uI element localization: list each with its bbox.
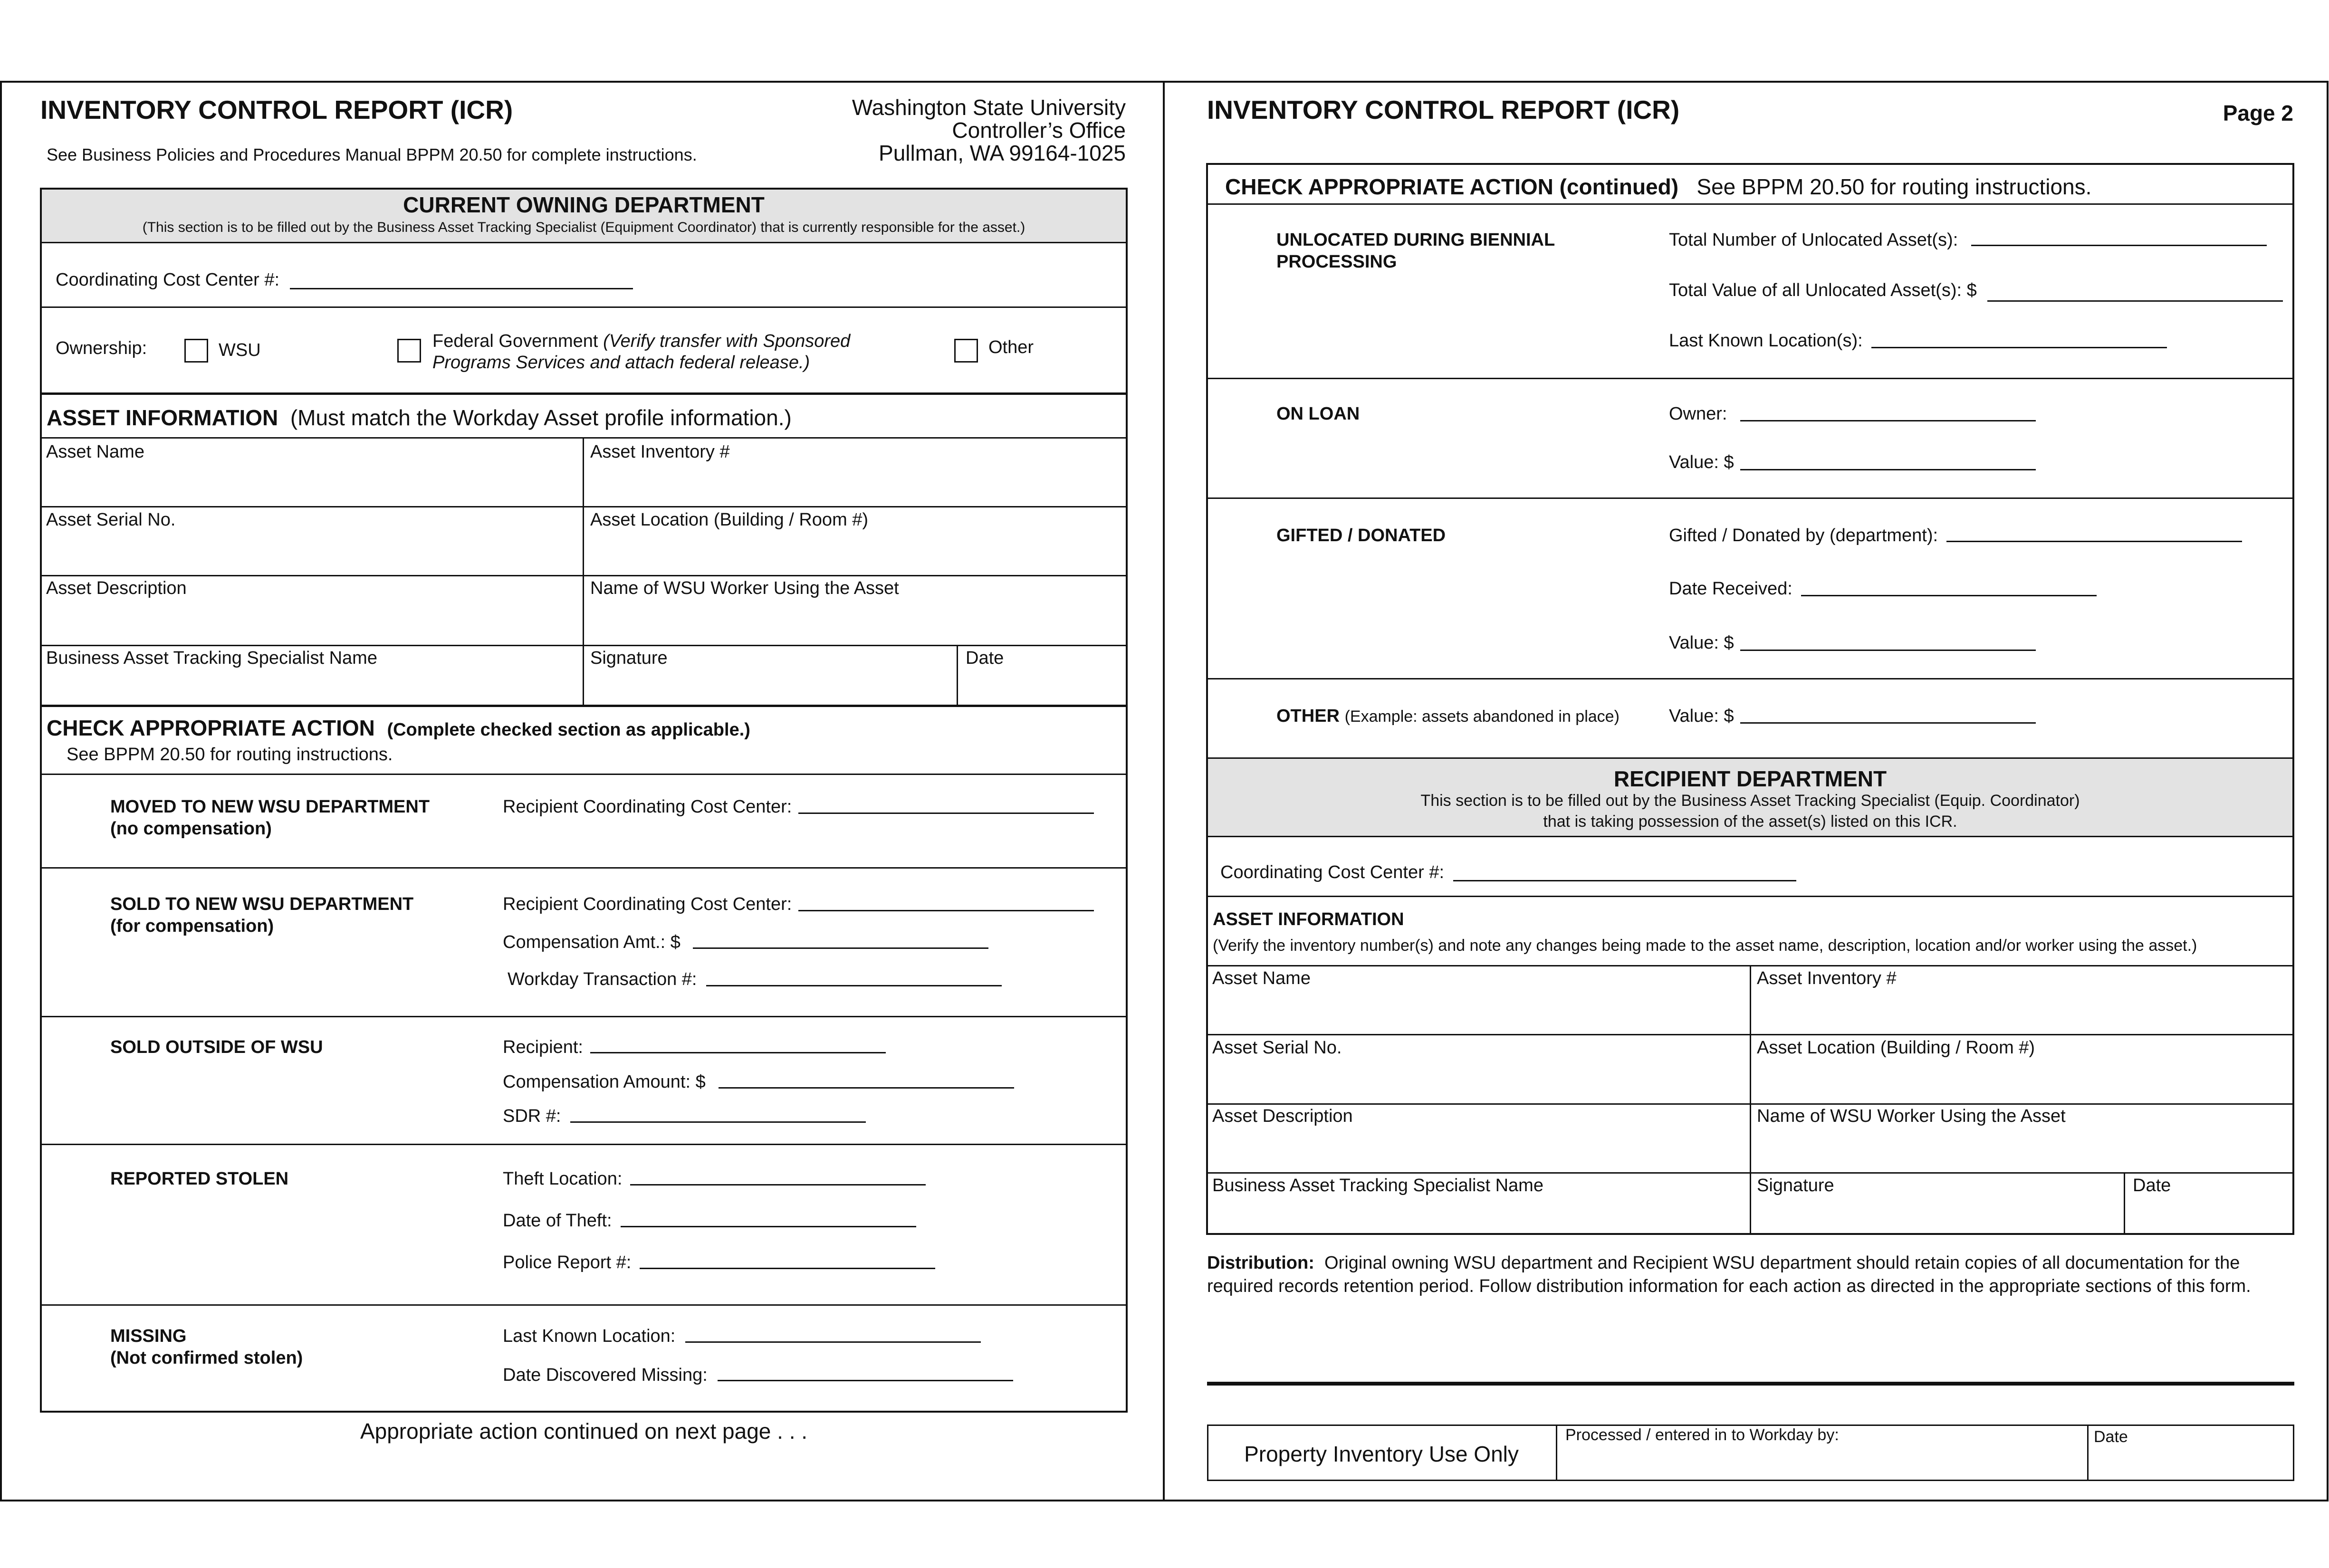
missing-sub: (Not confirmed stolen) (110, 1348, 303, 1368)
p2-action-heading-line (1225, 174, 2091, 200)
recipient-sub-2: that is taking possession of the asset(s) listed on this ICR. (1543, 813, 1957, 831)
sold-out-f3-label: SDR #: (503, 1106, 561, 1126)
loan-heading: ON LOAN (1276, 404, 1360, 424)
p2-asset-heading: ASSET INFORMATION (1213, 909, 1404, 929)
rule (1750, 965, 1751, 1235)
unlocated-f1-label: Total Number of Unlocated Asset(s): (1669, 230, 1958, 250)
distribution-text-1: Original owning WSU department and Recipient WSU department should retain copies of all documentation for the (1324, 1253, 2240, 1273)
loan-f1-label: Owner: (1669, 404, 1727, 424)
footer-rule (1207, 1382, 2294, 1386)
asset-serial-label: Asset Serial No. (46, 510, 176, 530)
unlocated-f3[interactable] (1871, 347, 2167, 348)
other-heading: OTHER (1276, 706, 1340, 726)
rule (1206, 378, 2294, 379)
rule (1206, 497, 2294, 499)
property-label: Property Inventory Use Only (1244, 1442, 1519, 1466)
other-heading-line (1276, 706, 1620, 727)
rule (1206, 1172, 2294, 1174)
rule (40, 306, 1128, 308)
unlocated-sub: PROCESSING (1276, 252, 1397, 272)
sold-out-f1-label: Recipient: (503, 1037, 583, 1057)
recipient-sub-1: This section is to be filled out by the Business Asset Tracking Specialist (Equip. Coordinator) (1420, 792, 2080, 810)
asset-info-note: (Must match the Workday Asset profile information.) (290, 405, 792, 430)
page1-instructions: See Business Policies and Procedures Manual BPPM 20.50 for complete instructions. (47, 145, 697, 164)
footer-date-label: Date (2094, 1428, 2128, 1446)
sold-new-sub: (for compensation) (110, 916, 274, 936)
rule (40, 645, 1128, 646)
ownership-label: Ownership: (56, 338, 147, 358)
rule (40, 705, 1128, 707)
federal-note-2: Programs Services and attach federal release.) (432, 353, 810, 373)
processed-label: Processed / entered in to Workday by: (1565, 1426, 1839, 1444)
rule (40, 1016, 1128, 1017)
rule (583, 437, 584, 706)
rule (1206, 836, 2294, 837)
unlocated-f1[interactable] (1971, 245, 2267, 246)
ownership-federal-checkbox[interactable] (397, 339, 421, 363)
rule (2087, 1425, 2089, 1481)
rule (1206, 896, 2294, 897)
rule (2124, 1172, 2125, 1235)
rule (1206, 678, 2294, 679)
missing-f1-label: Last Known Location: (503, 1326, 676, 1346)
sold-out-heading: SOLD OUTSIDE OF WSU (110, 1037, 323, 1057)
rule (40, 575, 1128, 576)
current-owning-heading: CURRENT OWNING DEPARTMENT (403, 192, 765, 217)
p2-asset-location-label: Asset Location (Building / Room #) (1757, 1038, 2035, 1058)
p2-cost-center-label: Coordinating Cost Center #: (1220, 862, 1445, 882)
moved-field[interactable] (798, 813, 1094, 814)
rule (40, 867, 1128, 869)
gifted-f3-label: Value: $ (1669, 633, 1734, 653)
gifted-f1-label: Gifted / Donated by (department): (1669, 526, 1938, 545)
rule (1206, 1103, 2294, 1105)
sold-out-f2[interactable] (719, 1087, 1014, 1089)
rule (1556, 1425, 1557, 1481)
gifted-f3[interactable] (1740, 650, 2036, 651)
sold-new-f1-label: Recipient Coordinating Cost Center: (503, 894, 792, 914)
sold-out-f1[interactable] (590, 1052, 886, 1053)
p2-cost-center-field[interactable] (1453, 880, 1796, 881)
sold-new-f2-label: Compensation Amt.: $ (503, 932, 680, 952)
date-label: Date (966, 648, 1004, 668)
moved-sub: (no compensation) (110, 819, 272, 839)
federal-note: (Verify transfer with Sponsored (603, 331, 851, 351)
page2-title: INVENTORY CONTROL REPORT (ICR) (1207, 95, 1680, 124)
gifted-heading: GIFTED / DONATED (1276, 526, 1446, 545)
asset-worker-label: Name of WSU Worker Using the Asset (590, 578, 899, 598)
page1-title: INVENTORY CONTROL REPORT (ICR) (40, 95, 513, 124)
loan-f2[interactable] (1740, 469, 2036, 470)
rule (40, 242, 1128, 243)
sold-out-f3[interactable] (570, 1121, 866, 1123)
asset-info-heading: ASSET INFORMATION (47, 405, 278, 430)
rule (957, 645, 958, 706)
sold-new-f3[interactable] (706, 985, 1002, 986)
cost-center-label: Coordinating Cost Center #: (56, 270, 280, 290)
rule (40, 1304, 1128, 1306)
action-heading: CHECK APPROPRIATE ACTION (47, 716, 375, 740)
ownership-federal-label-1 (432, 331, 850, 352)
asset-name-label: Asset Name (46, 442, 144, 462)
moved-field-label: Recipient Coordinating Cost Center: (503, 797, 792, 817)
stolen-f2-label: Date of Theft: (503, 1211, 612, 1231)
p2-asset-note: (Verify the inventory number(s) and note any changes being made to the asset name, description, location and/or worker using the asset.) (1213, 937, 2197, 955)
gifted-f2[interactable] (1801, 595, 2097, 596)
p2-date-label: Date (2133, 1176, 2171, 1195)
sold-new-f2[interactable] (693, 947, 988, 949)
unlocated-f3-label: Last Known Location(s): (1669, 331, 1863, 351)
missing-f2-label: Date Discovered Missing: (503, 1365, 708, 1385)
federal-label: Federal Government (432, 331, 598, 351)
p2-action-routing: See BPPM 20.50 for routing instructions. (1696, 174, 2092, 199)
stolen-f1[interactable] (630, 1184, 926, 1186)
asset-inventory-label: Asset Inventory # (590, 442, 730, 462)
asset-info-heading-line (47, 405, 792, 430)
other-note: (Example: assets abandoned in place) (1344, 708, 1620, 726)
stolen-f2[interactable] (621, 1226, 916, 1227)
ownership-federal-label-2 (432, 353, 810, 373)
rule (40, 774, 1128, 775)
address-line-2: Controller’s Office (952, 118, 1126, 143)
action-routing: See BPPM 20.50 for routing instructions. (67, 745, 393, 765)
asset-description-label: Asset Description (46, 578, 187, 598)
ownership-wsu-checkbox[interactable] (184, 339, 208, 363)
missing-f1[interactable] (685, 1341, 981, 1343)
action-note: (Complete checked section as applicable.) (387, 720, 750, 740)
continued-note: Appropriate action continued on next page . . . (360, 1419, 808, 1444)
specialist-name-label: Business Asset Tracking Specialist Name (46, 648, 377, 668)
other-f1[interactable] (1740, 722, 2036, 724)
unlocated-heading: UNLOCATED DURING BIENNIAL (1276, 230, 1555, 250)
current-owning-sub: (This section is to be filled out by the Business Asset Tracking Specialist (Equipment Coordinator) that is currently responsible for the asset.) (142, 220, 1026, 235)
stolen-f1-label: Theft Location: (503, 1169, 623, 1189)
distribution-label: Distribution: (1207, 1253, 1314, 1273)
gifted-f1[interactable] (1946, 541, 2242, 542)
rule (1206, 203, 2294, 205)
moved-heading: MOVED TO NEW WSU DEPARTMENT (110, 797, 430, 817)
stolen-heading: REPORTED STOLEN (110, 1169, 289, 1189)
missing-heading: MISSING (110, 1326, 187, 1346)
page-divider (1163, 81, 1165, 1501)
page-number: Page 2 (2223, 101, 2293, 125)
stolen-f3-label: Police Report #: (503, 1252, 632, 1272)
p2-asset-name-label: Asset Name (1212, 968, 1311, 988)
other-f1-label: Value: $ (1669, 706, 1734, 726)
missing-f2[interactable] (718, 1380, 1013, 1381)
distribution-line-2: required records retention period. Follow distribution information for each action as directed in the appropriate sections of this form. (1207, 1276, 2251, 1296)
p2-specialist-name-label: Business Asset Tracking Specialist Name (1212, 1176, 1543, 1195)
p2-asset-worker-label: Name of WSU Worker Using the Asset (1757, 1106, 2066, 1126)
p2-signature-label: Signature (1757, 1176, 1834, 1195)
rule (40, 506, 1128, 507)
address-line-3: Pullman, WA 99164-1025 (879, 141, 1126, 165)
ownership-other-label: Other (988, 337, 1034, 357)
p2-asset-inventory-label: Asset Inventory # (1757, 968, 1897, 988)
distribution-line-1 (1207, 1253, 2240, 1274)
rule (40, 392, 1128, 395)
loan-f2-label: Value: $ (1669, 452, 1734, 472)
rule (40, 1144, 1128, 1145)
asset-location-label: Asset Location (Building / Room #) (590, 510, 869, 530)
signature-label: Signature (590, 648, 668, 668)
recipient-heading: RECIPIENT DEPARTMENT (1613, 766, 1887, 791)
sold-out-f2-label: Compensation Amount: $ (503, 1072, 706, 1092)
unlocated-f2-label: Total Value of all Unlocated Asset(s): $ (1669, 280, 1977, 300)
p2-asset-description-label: Asset Description (1212, 1106, 1353, 1126)
action-heading-line (47, 716, 750, 741)
ownership-wsu-label: WSU (219, 340, 261, 360)
rule (1206, 1034, 2294, 1035)
p2-action-heading: CHECK APPROPRIATE ACTION (continued) (1225, 174, 1679, 199)
unlocated-f2[interactable] (1987, 300, 2283, 302)
stolen-f3[interactable] (640, 1268, 935, 1269)
gifted-f2-label: Date Received: (1669, 579, 1792, 599)
p2-asset-serial-label: Asset Serial No. (1212, 1038, 1342, 1058)
sold-new-f1[interactable] (798, 910, 1094, 911)
address-line-1: Washington State University (852, 95, 1126, 120)
loan-f1[interactable] (1740, 420, 2036, 421)
ownership-other-checkbox[interactable] (954, 339, 978, 363)
cost-center-field[interactable] (290, 288, 633, 289)
sold-new-heading: SOLD TO NEW WSU DEPARTMENT (110, 894, 414, 914)
sold-new-f3-label: Workday Transaction #: (508, 969, 697, 989)
